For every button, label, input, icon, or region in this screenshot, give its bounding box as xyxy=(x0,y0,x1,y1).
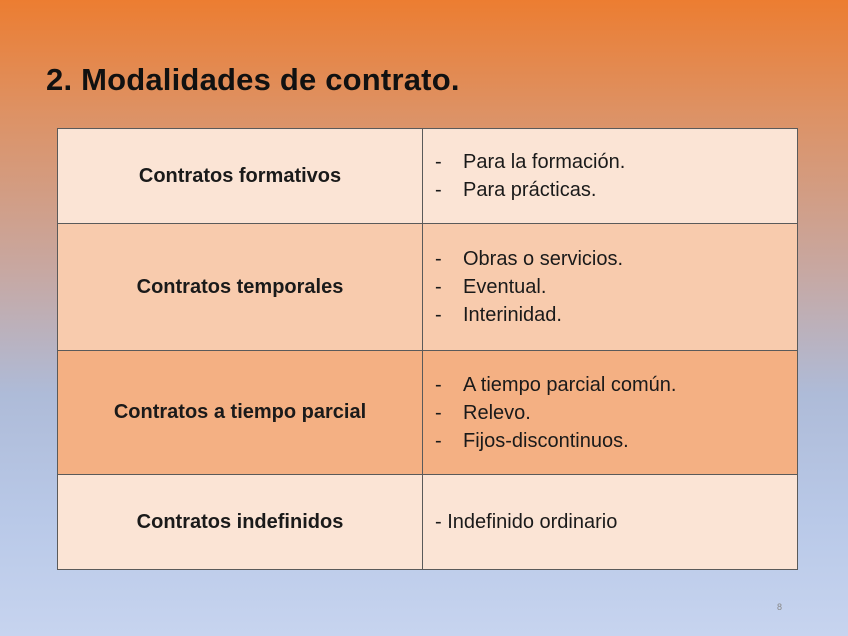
list-item xyxy=(435,148,797,176)
list-item-text: Interinidad. xyxy=(463,304,562,326)
list-item xyxy=(435,176,797,204)
table-row xyxy=(58,351,798,475)
list-item xyxy=(435,273,797,301)
details-text: - Indefinido ordinario xyxy=(435,511,618,533)
table-row xyxy=(58,129,798,224)
details-list xyxy=(435,371,797,455)
details-cell xyxy=(423,129,798,224)
bullet-dash: - xyxy=(435,179,442,201)
bullet-dash: - xyxy=(435,248,442,270)
list-item xyxy=(435,301,797,329)
details-cell xyxy=(423,224,798,351)
bullet-dash: - xyxy=(435,151,442,173)
details-cell xyxy=(423,475,798,570)
list-item-text: A tiempo parcial común. xyxy=(463,373,677,396)
table-row xyxy=(58,224,798,351)
category-cell: Contratos indefinidos xyxy=(58,475,423,570)
table-row xyxy=(58,475,798,570)
list-item-text: Para prácticas. xyxy=(463,179,597,201)
details-list xyxy=(435,245,797,329)
contract-types-table xyxy=(57,128,798,570)
details-cell xyxy=(423,351,798,475)
bullet-dash: - xyxy=(435,401,442,424)
bullet-dash: - xyxy=(435,373,442,396)
list-item-text: Fijos-discontinuos. xyxy=(463,429,629,452)
list-item xyxy=(435,371,797,399)
list-item-text: Obras o servicios. xyxy=(463,248,624,270)
list-item-text: Relevo. xyxy=(463,401,531,424)
list-item xyxy=(435,245,797,273)
list-item xyxy=(435,427,797,455)
slide-title: 2. Modalidades de contrato. xyxy=(46,62,460,97)
category-cell: Contratos temporales xyxy=(58,224,423,351)
list-item xyxy=(435,399,797,427)
category-cell: Contratos a tiempo parcial xyxy=(58,351,423,475)
list-item-text: Para la formación. xyxy=(463,151,626,173)
list-item-text: Eventual. xyxy=(463,276,547,298)
bullet-dash: - xyxy=(435,429,442,452)
details-list xyxy=(435,148,797,204)
bullet-dash: - xyxy=(435,276,442,298)
bullet-dash: - xyxy=(435,304,442,326)
page-number: 8 xyxy=(776,602,782,612)
category-cell: Contratos formativos xyxy=(58,129,423,224)
